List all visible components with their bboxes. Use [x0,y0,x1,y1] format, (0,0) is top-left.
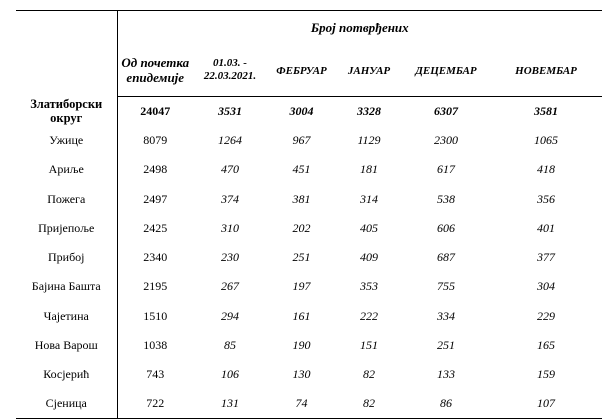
table-row [16,184,602,213]
table-cell: 2498 [143,162,168,177]
covid-cases-table-container [16,10,602,419]
district-name: Златиборски округ [16,97,117,126]
table-cell: 353 [360,279,378,294]
table-cell: 2300 [434,132,458,147]
district-total-row [16,97,602,126]
municipality-name: Пожега [16,184,117,213]
table-cell: 165 [537,338,556,353]
table-cell: 197 [292,279,311,294]
column-header-january: ЈАНУАР [336,45,402,97]
table-cell: 130 [292,367,311,382]
district-value: 3581 [534,103,559,118]
table-cell: 1264 [218,132,242,147]
table-cell: 334 [437,308,455,323]
table-cell: 85 [224,338,236,353]
table-cell: 2340 [143,250,168,265]
table-row [16,214,602,243]
column-header-march: 01.03. - 22.03.2021. [193,45,267,97]
municipality-name: Сјеница [16,389,117,418]
municipality-name: Чајетина [16,302,117,331]
table-cell: 381 [292,191,311,206]
table-cell: 161 [292,308,311,323]
table-cell: 230 [221,250,239,265]
district-value: 6307 [434,103,458,118]
corner-cell [16,11,117,97]
municipality-name: Прибој [16,243,117,272]
municipality-name: Бајина Башта [16,272,117,301]
table-cell: 374 [221,191,239,206]
column-header-december: ДЕЦЕМБАР [402,45,490,97]
column-header-since-start: Од почетка епидемије [117,45,193,97]
table-cell: 451 [292,162,311,177]
table-cell: 251 [437,338,455,353]
table-cell: 267 [221,279,239,294]
table-cell: 314 [360,191,378,206]
table-cell: 470 [221,162,239,177]
table-row [16,331,602,360]
district-value: 3531 [218,103,242,118]
table-row [16,302,602,331]
table-cell: 133 [437,367,455,382]
table-cell: 310 [221,220,239,235]
table-cell: 1510 [143,308,168,323]
column-header-february: ФЕБРУАР [267,45,336,97]
table-cell: 294 [221,308,239,323]
table-cell: 2425 [143,220,168,235]
group-header-text: Број потврђених [310,19,409,35]
table-cell: 82 [336,389,402,418]
table-cell: 617 [437,162,455,177]
table-cell: 151 [360,338,378,353]
table-cell: 159 [537,367,556,382]
group-header [117,11,602,45]
table-cell: 106 [221,367,239,382]
table-cell: 8079 [143,132,168,147]
table-cell: 405 [360,220,378,235]
table-cell: 131 [193,389,267,418]
table-cell: 743 [146,367,165,382]
table-cell: 1038 [143,338,168,353]
table-cell: 409 [360,250,378,265]
table-cell: 1129 [357,132,381,147]
table-cell: 356 [537,191,556,206]
column-header-november: НОВЕМБАР [490,45,602,97]
district-value: 3328 [357,103,381,118]
municipality-name: Ариље [16,155,117,184]
municipality-name: Пријепоље [16,214,117,243]
table-cell: 202 [292,220,311,235]
table-cell: 2497 [143,191,168,206]
table-cell: 2195 [143,279,168,294]
table-cell: 86 [402,389,490,418]
table-cell: 74 [267,389,336,418]
table-cell: 304 [537,279,556,294]
table-cell: 251 [292,250,311,265]
table-cell: 755 [437,279,455,294]
table-cell: 181 [360,162,378,177]
table-cell: 418 [537,162,556,177]
table-row [16,389,602,418]
table-cell: 538 [437,191,455,206]
table-row [16,243,602,272]
district-value: 3004 [289,103,314,118]
table-cell: 401 [537,220,556,235]
table-cell: 107 [490,389,602,418]
municipality-name: Ужице [16,126,117,155]
group-header-row [16,11,602,45]
table-cell: 967 [292,132,311,147]
table-row [16,272,602,301]
table-row [16,155,602,184]
table-cell: 190 [292,338,311,353]
table-row [16,360,602,389]
municipality-name: Нова Варош [16,331,117,360]
covid-cases-table [16,10,602,419]
table-cell: 229 [537,308,556,323]
municipality-name: Косјерић [16,360,117,389]
district-value: 24047 [140,103,171,118]
table-cell: 722 [117,389,193,418]
table-cell: 82 [363,367,375,382]
table-row [16,126,602,155]
table-cell: 377 [537,250,556,265]
table-cell: 222 [360,308,378,323]
table-cell: 687 [437,250,455,265]
table-cell: 1065 [534,132,559,147]
table-cell: 606 [437,220,455,235]
